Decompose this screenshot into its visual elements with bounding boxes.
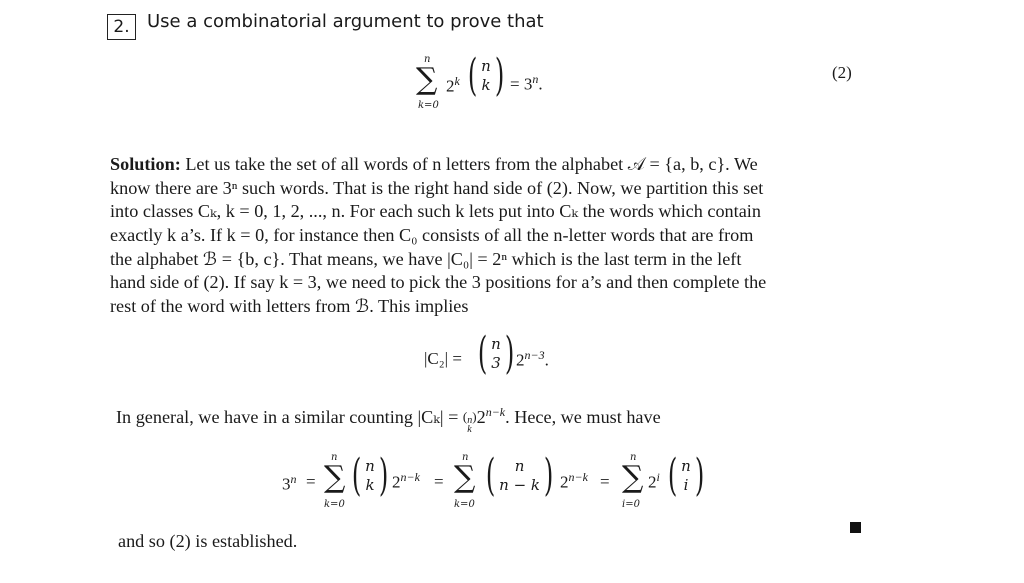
rhs: = 3 bbox=[510, 74, 533, 94]
equation-label: (2) bbox=[832, 63, 852, 82]
general-power: 2 bbox=[476, 407, 486, 428]
solution-line-6: hand side of (2). If say k = 3, we need to pick the 3 positions for a’s and then complete the bbox=[110, 272, 767, 292]
solution-line-4: exactly k a’s. If k = 0, for instance then C₀ consists of all the n-letter words that are from bbox=[110, 225, 754, 245]
binom-bottom: k bbox=[481, 76, 491, 94]
sum1-symbol: ∑ bbox=[324, 460, 346, 495]
solution-paragraph bbox=[110, 153, 870, 323]
sum2-binomial: ( n n − k ) bbox=[485, 450, 554, 501]
sum2-power: 2 bbox=[560, 472, 569, 492]
equals-1: = bbox=[306, 472, 316, 491]
solution-line-3: into classes Cₖ, k = 0, 1, 2, ..., n. For each such k lets put into Cₖ the words which contain bbox=[110, 201, 761, 221]
sum3-upper: n bbox=[630, 452, 637, 463]
equation-chain bbox=[282, 452, 722, 522]
sum1-upper: n bbox=[331, 452, 338, 463]
rhs-exponent: n bbox=[532, 72, 539, 86]
sum2-upper: n bbox=[462, 452, 469, 463]
binom-top: n bbox=[491, 335, 501, 353]
rhs-tail: . bbox=[538, 74, 543, 94]
power-exponent: k bbox=[454, 74, 460, 88]
chain-lhs: 3 bbox=[282, 474, 291, 494]
general-tail: . Hece, we must have bbox=[505, 407, 661, 428]
chain-lhs-exponent: n bbox=[290, 472, 297, 486]
c2-power-base: 2 bbox=[516, 350, 525, 370]
sum-upper-limit: n bbox=[424, 54, 431, 65]
sum3-power-exponent: i bbox=[656, 470, 660, 484]
sum1-lower: k=0 bbox=[324, 499, 345, 510]
c2-tail: . bbox=[544, 350, 549, 370]
binom-bottom: 3 bbox=[491, 354, 501, 372]
binom-top: n bbox=[481, 57, 491, 75]
solution-line-5: the alphabet ℬ = {b, c}. That means, we have |C₀| = 2ⁿ which is the last term in the left bbox=[110, 249, 742, 269]
power-base: 2 bbox=[446, 76, 455, 96]
solution-line-1: Let us take the set of all words of n letters from the alphabet 𝒜 = {a, b, c}. We bbox=[180, 154, 758, 174]
equals-3: = bbox=[600, 472, 610, 491]
sum2-power-exponent: n−k bbox=[568, 470, 588, 484]
sum3-symbol: ∑ bbox=[622, 460, 644, 495]
c2-binomial: ( n 3 ) bbox=[477, 328, 515, 379]
c2-power-exponent: n−3 bbox=[524, 348, 545, 362]
solution-label: Solution: bbox=[110, 154, 181, 174]
sum3-lower: i=0 bbox=[622, 499, 640, 510]
general-binom-bottom: k bbox=[467, 424, 472, 436]
general-power-exponent: n−k bbox=[485, 405, 506, 419]
sum3-binomial: ( n i ) bbox=[667, 450, 705, 501]
sum2-symbol: ∑ bbox=[454, 460, 476, 495]
general-binom-top: n bbox=[467, 415, 473, 427]
sum1-binomial: ( n k ) bbox=[351, 450, 389, 501]
sum3-power: 2 bbox=[648, 472, 657, 492]
binomial: ( n k ) bbox=[467, 50, 505, 101]
sum1-power: 2 bbox=[392, 472, 401, 492]
sum-symbol: ∑ bbox=[416, 62, 438, 97]
sum1-power-exponent: n−k bbox=[400, 470, 420, 484]
sum2-lower: k=0 bbox=[454, 499, 475, 510]
equals-2: = bbox=[434, 472, 444, 491]
problem-prompt: Use a combinatorial argument to prove that bbox=[147, 11, 544, 32]
solution-line-2: know there are 3ⁿ such words. That is the right hand side of (2). Now, we partition this set bbox=[110, 178, 764, 198]
closing-text: and so (2) is established. bbox=[118, 531, 298, 551]
c2-lhs: |C₂| = bbox=[424, 349, 462, 368]
general-text: In general, we have in a similar counting |Cₖ| = bbox=[116, 407, 463, 428]
general-line: In general, we have in a similar counting |Cₖ| = ( n k )$2^{n-k}$. Hece, we must have bbox=[116, 405, 661, 436]
sum-lower-limit: k=0 bbox=[418, 100, 439, 111]
solution-line-7: rest of the word with letters from ℬ. This implies bbox=[110, 296, 469, 316]
qed-square bbox=[850, 522, 861, 533]
problem-number: 2. bbox=[107, 14, 136, 40]
